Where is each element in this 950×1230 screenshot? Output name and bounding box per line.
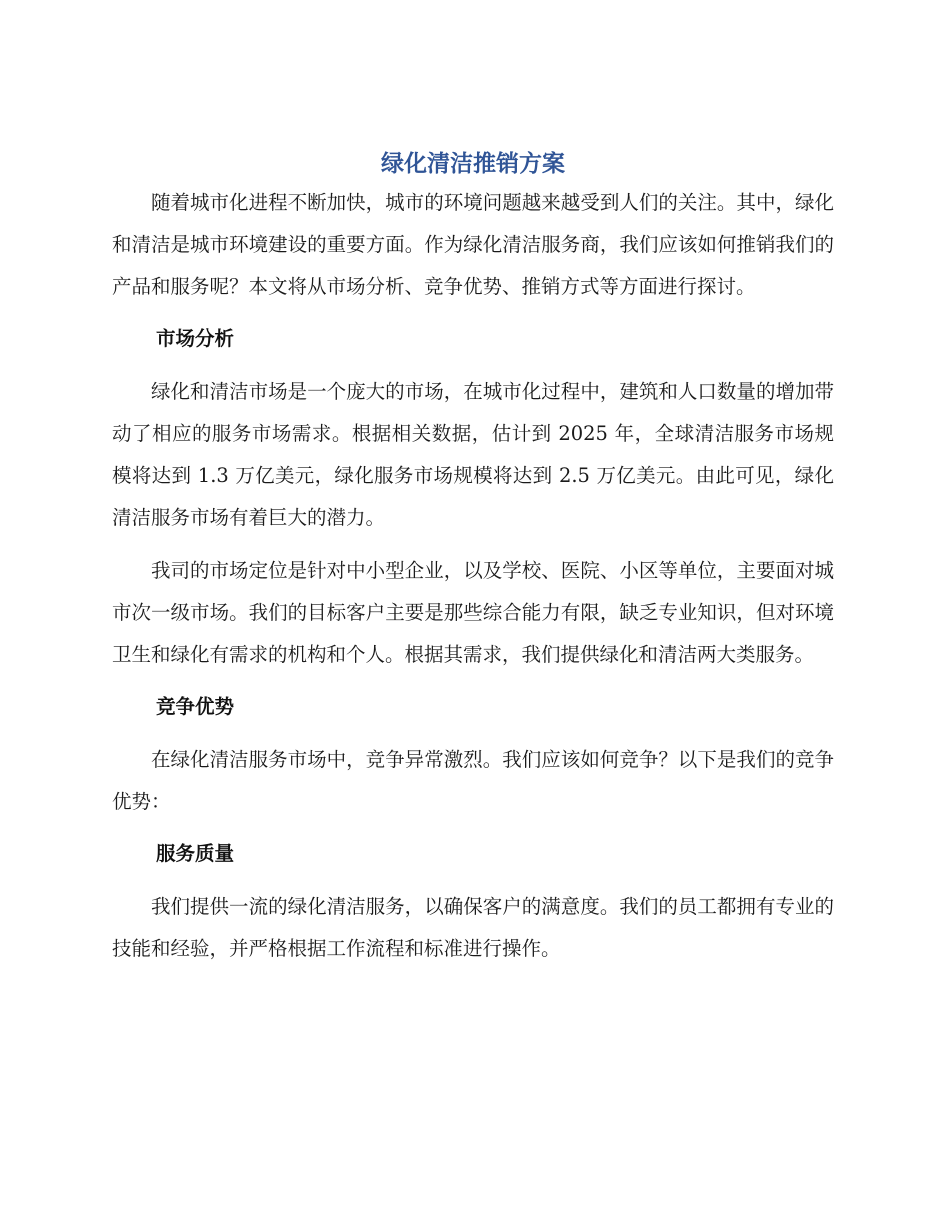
competitive-advantage-paragraph: 在绿化清洁服务市场中，竞争异常激烈。我们应该如何竞争？以下是我们的竞争优势： — [112, 748, 834, 813]
document-title: 绿化清洁推销方案 — [381, 151, 565, 177]
market-analysis-paragraph-1: 绿化和清洁市场是一个庞大的市场，在城市化过程中，建筑和人口数量的增加带动了相应的服务市场需求。根据相关数据，估计到 2025 年，全球清洁服务市场规模将达到 1.3 万亿美元，绿化服务市场规模将达到 2.5 万亿美元。由此可见，绿化清洁服务市场有着巨大的潜力。 — [112, 380, 834, 529]
section-heading-market-analysis: 市场分析 — [156, 327, 235, 350]
section-heading-competitive-advantage: 竞争优势 — [156, 695, 235, 718]
market-analysis-paragraph-2: 我司的市场定位是针对中小型企业，以及学校、医院、小区等单位，主要面对城市次一级市场。我们的目标客户主要是那些综合能力有限，缺乏专业知识，但对环境卫生和绿化有需求的机构和个人。根据其需求，我们提供绿化和清洁两大类服务。 — [112, 559, 834, 666]
intro-paragraph: 随着城市化进程不断加快，城市的环境问题越来越受到人们的关注。其中，绿化和清洁是城市环境建设的重要方面。作为绿化清洁服务商，我们应该如何推销我们的产品和服务呢？本文将从市场分析、竞争优势、推销方式等方面进行探讨。 — [112, 191, 834, 298]
document-body — [112, 146, 834, 981]
section-heading-service-quality: 服务质量 — [156, 842, 235, 865]
service-quality-paragraph: 我们提供一流的绿化清洁服务，以确保客户的满意度。我们的员工都拥有专业的技能和经验，并严格根据工作流程和标准进行操作。 — [112, 895, 834, 960]
